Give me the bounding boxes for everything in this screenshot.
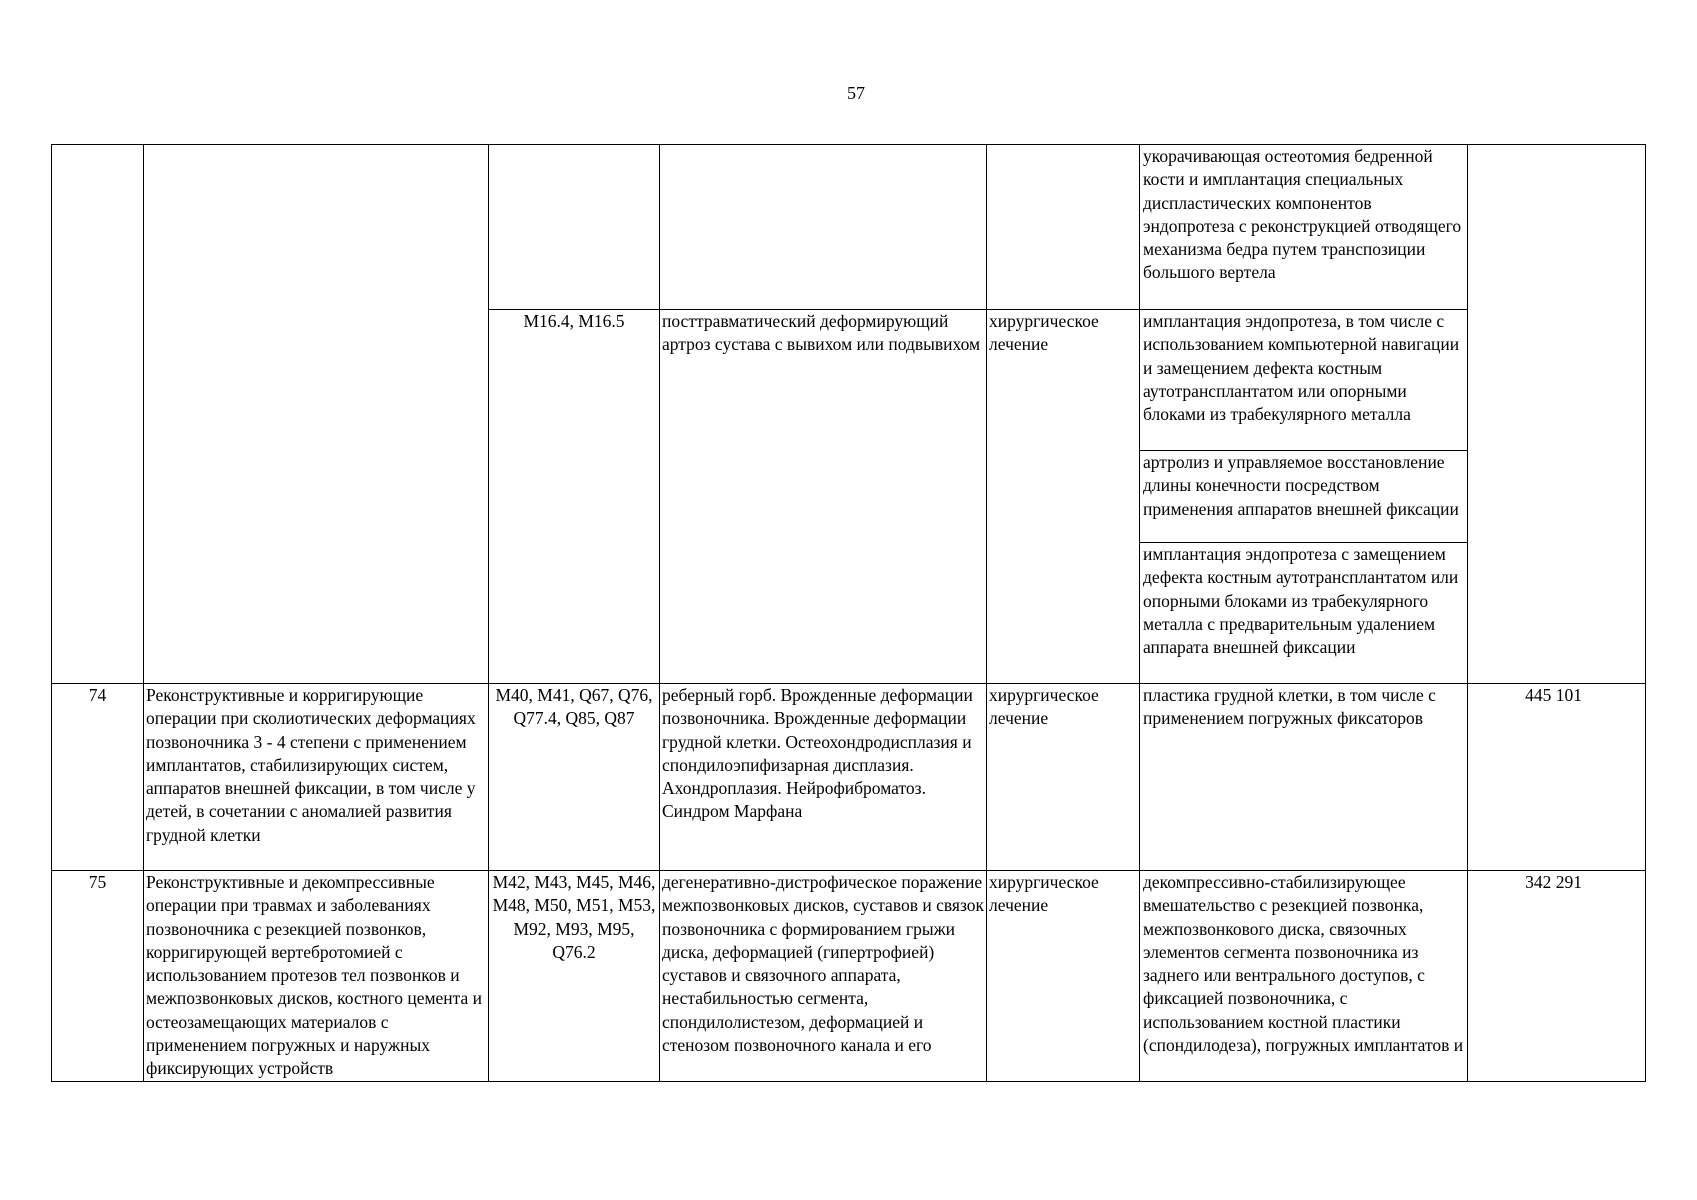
treatment-type-text: хирургическое лечение	[989, 311, 1099, 355]
model-text: посттравматический деформирующий артроз сустава с вывихом или подвывихом	[662, 311, 981, 355]
care-name-text: Реконструктивные и декомпрессивные операции при травмах и заболеваниях позвоночника с резекцией позвонков, корригирующей вертебротомией с использованием протезов тел позвонков и межпозвонковых дисков, костного цемента и остеозамещающих материалов с применением погружных и наружных фиксирующих устройств	[146, 872, 483, 1079]
treatment-type-cell	[987, 310, 1140, 684]
method-cell	[1140, 684, 1468, 871]
row-number-cell	[52, 871, 144, 1082]
codes-cell-empty	[489, 145, 660, 310]
model-cell-empty	[660, 145, 987, 310]
table-row-continuation	[52, 145, 1646, 310]
codes-cell	[489, 684, 660, 871]
method-text: пластика грудной клетки, в том числе с применением погружных фиксаторов	[1143, 685, 1436, 729]
medical-care-table	[51, 144, 1646, 1082]
model-cell	[660, 310, 987, 684]
treatment-type-cell	[987, 871, 1140, 1082]
codes-cell	[489, 871, 660, 1082]
table-row	[52, 871, 1646, 1082]
price-text: 342 291	[1525, 872, 1582, 892]
method-cell	[1140, 451, 1468, 543]
care-name-text: Реконструктивные и корригирующие операции при сколиотических деформациях позвоночника 3 - 4 степени с применением имплантатов, стабилизирующих систем, аппаратов внешней фиксации, в том числе у детей, в сочетании с аномалией развития грудной клетки	[146, 685, 476, 845]
model-text: реберный горб. Врожденные деформации позвоночника. Врожденные деформации грудной клетки. Остеохондродисплазия и спондилоэпифизарная дисплазия. Ахондроплазия. Нейрофиброматоз. Синдром Марфана	[662, 685, 973, 822]
codes-text: M40, M41, Q67, Q76, Q77.4, Q85, Q87	[495, 685, 653, 729]
method-text: имплантация эндопротеза, в том числе с использованием компьютерной навигации и замещением дефекта костным аутотрансплантатом или опорными блоками из трабекулярного металла	[1143, 311, 1460, 425]
table-row	[52, 684, 1646, 871]
method-cell	[1140, 543, 1468, 684]
method-text: имплантация эндопротеза с замещением дефекта костным аутотрансплантатом или опорными блоками из трабекулярного металла с предварительным удалением аппарата внешней фиксации	[1143, 544, 1459, 658]
method-cell	[1140, 145, 1468, 310]
treatment-cell-empty	[987, 145, 1140, 310]
treatment-type-text: хирургическое лечение	[989, 872, 1099, 916]
model-cell	[660, 871, 987, 1082]
number-cell-empty	[52, 145, 144, 684]
method-cell	[1140, 871, 1468, 1082]
codes-text: M42, M43, M45, M46, M48, M50, M51, M53, M92, M93, M95, Q76.2	[492, 872, 656, 962]
page-number: 57	[847, 83, 865, 103]
method-cell	[1140, 310, 1468, 451]
row-number: 74	[88, 685, 107, 705]
codes-cell	[489, 310, 660, 684]
model-cell	[660, 684, 987, 871]
model-text: дегенеративно-дистрофическое поражение межпозвонковых дисков, суставов и связок позвоночника с формированием грыжи диска, деформацией (гипертрофией) суставов и связочного аппарата, нестабильностью сегмента, спондилолистезом, деформацией и стенозом позвоночного канала и его	[662, 872, 985, 1056]
codes-text: M16.4, M16.5	[523, 311, 625, 331]
price-cell	[1468, 871, 1646, 1082]
row-number-cell	[52, 684, 144, 871]
name-cell-empty	[144, 145, 489, 684]
care-name-cell	[144, 684, 489, 871]
method-text: укорачивающая остеотомия бедренной кости и имплантация специальных диспластических компонентов эндопротеза с реконструкцией отводящего механизма бедра путем транспозиции большого вертела	[1143, 146, 1462, 283]
method-text: декомпрессивно-стабилизирующее вмешательство с резекцией позвонка, межпозвонкового диска, связочных элементов сегмента позвоночника из заднего или вентрального доступов, с фиксацией позвоночника, с использованием костной пластики (спондилодеза), погружных имплантатов и	[1143, 872, 1464, 1056]
price-cell-empty	[1468, 145, 1646, 684]
treatment-type-text: хирургическое лечение	[989, 685, 1099, 729]
row-number: 75	[88, 872, 107, 892]
price-cell	[1468, 684, 1646, 871]
treatment-type-cell	[987, 684, 1140, 871]
method-text: артролиз и управляемое восстановление длины конечности посредством применения аппаратов внешней фиксации	[1143, 452, 1459, 519]
price-text: 445 101	[1525, 685, 1582, 705]
care-name-cell	[144, 871, 489, 1082]
